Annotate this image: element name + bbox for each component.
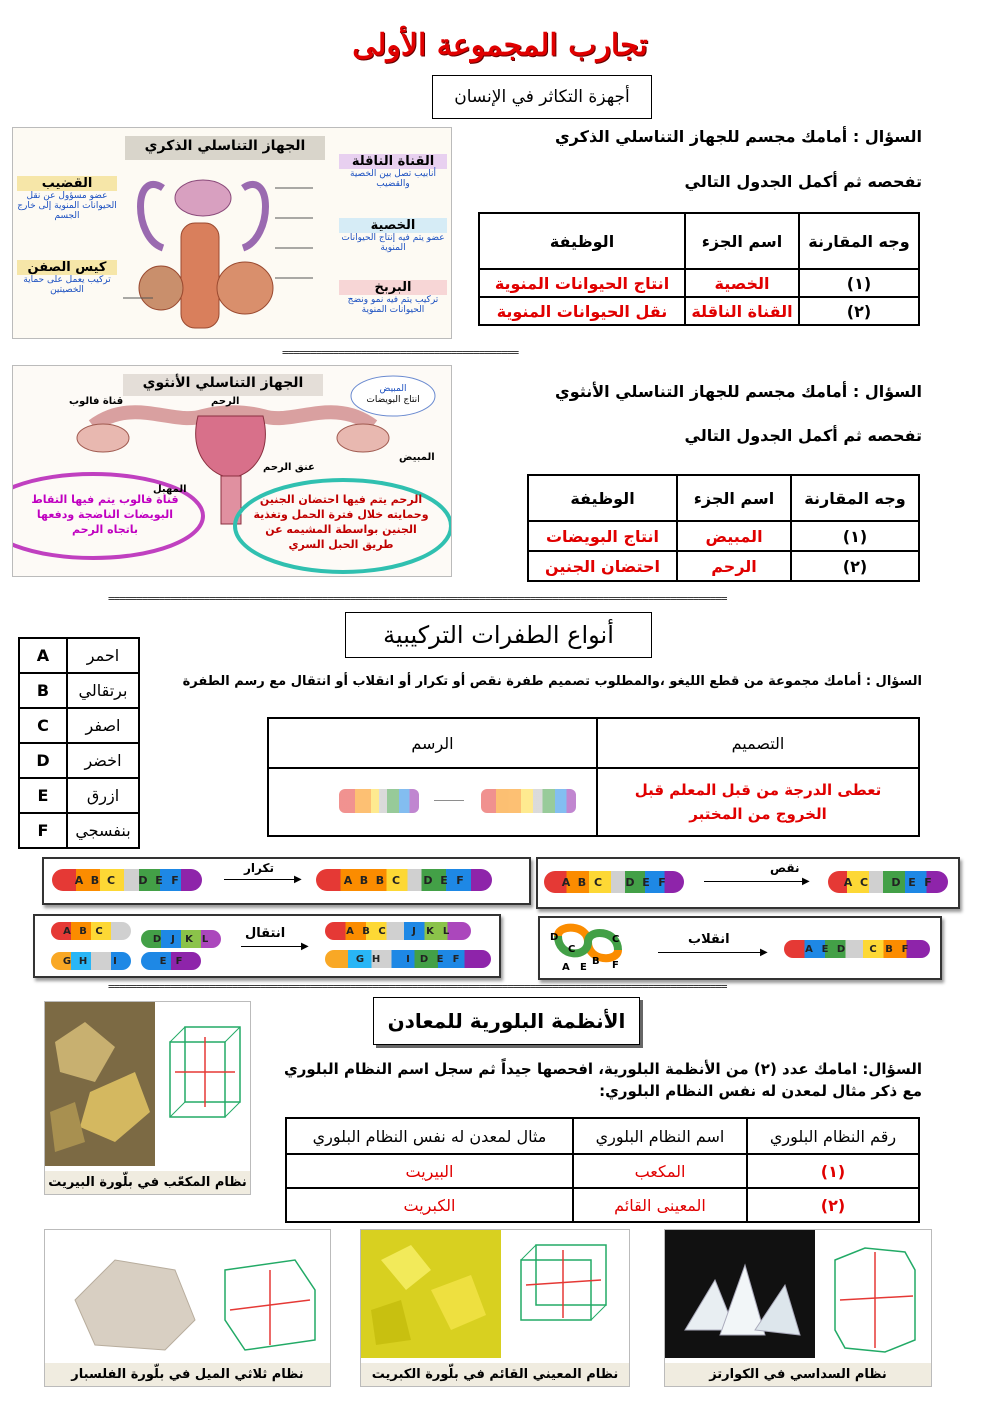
drawing-cell [268,768,597,836]
arrow [224,879,296,880]
female-label-fallopian: قناة فالوب [69,396,124,407]
translocation-label: انتقال [245,926,286,941]
mutation-example-translocation [33,914,501,978]
table-cell: نقل الحيوانات المنوية [479,297,685,325]
bead: G H I D E F [325,950,491,968]
crystals-question: السؤال: امامك عدد (٢) من الأنظمة البلورية، افحصها جيداً ثم سجل اسم النظام البلوري مع ذكر مثال لمعدن له نفس النظام البلوري: [283,1060,922,1100]
quartz-image [664,1229,932,1387]
female-label-ovary: المبيض [399,452,435,463]
table-header: وجه المقارنة [791,475,919,521]
arrow [658,952,762,953]
table-cell: المكعب [573,1154,747,1188]
key-letter: D [19,743,67,778]
female-question: السؤال : أمامك مجسم للجهاز التناسلي الأنثوي [555,382,922,401]
table-header: التصميم [597,718,919,768]
bead: G H I [51,952,131,970]
male-label-testis: الخصية عضو يتم فيه إنتاج الحيوانات المنوية [339,218,447,253]
bead: A B C [51,922,131,940]
male-question: السؤال : أمامك مجسم للجهاز التناسلي الذكري [555,127,922,146]
table-header: رقم النظام البلوري [747,1118,919,1154]
mutation-example-repeat [42,857,531,905]
male-instruction: تفحصه ثم أكمل الجدول التالي [684,172,922,191]
table-cell: انتاج الحيوانات المنوية [479,269,685,297]
sulfur-image [360,1229,630,1387]
pyrite-image [44,1001,251,1195]
male-label-scrotum: كيس الصفن تركيب يعمل على حماية الخصيتين [17,260,117,295]
key-letter: A [19,638,67,673]
male-table [478,212,920,326]
female-label-uterus: الرحم [211,396,240,407]
design-cell: تعطى الدرجة من قبل المعلم قبل الخروج من المختبر [597,768,919,836]
color-key-table [18,637,140,849]
female-bubble-fallopian: قناة فالوب يتم فيها التقاط البويضات الناضجة ودفعها باتجاه الرحم [31,493,179,536]
male-label-vas: القناة الناقلة أنابيب تصل بين الخصية والقضيب [339,154,447,189]
table-cell: (٢) [799,297,919,325]
mutation-design-table [267,717,920,837]
faded-mutation-drawing [269,772,596,832]
bead: A B C D E F [52,869,202,891]
page-title: تجارب المجموعة الأولى [352,28,648,63]
table-cell: الخصية [685,269,799,297]
bead: A B C J K L [325,922,471,940]
separator: ============================================================================================================== [108,592,727,605]
feldspar-caption: نظام ثلاثي الميل في بلّورة الفلسبار [45,1363,330,1386]
female-ovary-callout: المبيض انتاج البويضات [366,384,420,405]
table-cell: (١) [747,1154,919,1188]
key-color-name: اخضر [67,743,139,778]
crystals-table [285,1117,920,1223]
bead: A B C D E F [544,871,684,893]
male-diagram [12,127,452,339]
table-cell: احتضان الجنين [528,551,677,581]
table-header: الوظيفة [528,475,677,521]
table-cell: المعينى القائم [573,1188,747,1222]
question-text: أمامك مجموعة من قطع الليغو ،والمطلوب تصميم طفرة نقص أو تكرار أو انقلاب أو انتقال مع رسم الطفرة [182,674,862,689]
key-letter: F [19,813,67,848]
bead: A B B C D E F [316,869,492,891]
key-color-name: ازرق [67,778,139,813]
strip-after [325,922,495,972]
bead: D J K L [141,930,221,948]
female-label-cervix: عنق الرحم [263,462,315,473]
table-header: مثال لمعدن له نفس النظام البلوري [286,1118,573,1154]
bead: A E D C B F [784,940,930,958]
key-letter: B [19,673,67,708]
feldspar-image [44,1229,331,1387]
table-header: الرسم [268,718,597,768]
pyrite-caption: نظام المكعّب في بلّورة البيريت [45,1171,250,1194]
strip-before [51,922,221,972]
bead: E F [141,952,201,970]
arrow-head-icon: ▶ [802,876,810,887]
arrow [241,946,303,947]
female-bubble-uterus: الرحم يتم فيها احتضان الجنين وحمايته خلال فترة الحمل وتغذية الجنين بواسطة المشيمه عن طريق الحبل السري [253,493,429,551]
arrow [704,881,804,882]
strip-before: D C B A E F C [548,922,628,974]
separator: ============================================================================================================== [108,980,727,993]
male-label-epididymis: البربخ تركيب يتم فيه نمو ونضج الحيوانات المنوية [339,280,447,315]
table-header: الوظيفة [479,213,685,269]
table-cell: (١) [799,269,919,297]
bead: A C D E F [828,871,948,893]
crystals-heading: الأنظمة البلورية للمعادن [387,1009,626,1033]
inversion-label: انقلاب [688,932,730,947]
table-cell: (١) [791,521,919,551]
mutation-example-deletion [536,857,960,909]
mutations-heading: أنواع الطفرات التركيبية [383,621,614,649]
page-subtitle-box [432,75,652,119]
mutations-heading-box [345,612,652,658]
mutation-example-inversion [538,916,942,980]
key-letter: E [19,778,67,813]
female-instruction: تفحصه ثم أكمل الجدول التالي [684,426,922,445]
table-cell: البيريت [286,1154,573,1188]
table-cell: انتاج البويضات [528,521,677,551]
female-label-vagina: المهبل [153,484,187,495]
arrow-head-icon: ▶ [294,874,302,885]
key-color-name: بنفسجي [67,813,139,848]
female-diagram-title: الجهاز التناسلي الأنثوي [142,375,304,391]
table-header: اسم الجزء [677,475,791,521]
male-label-penis: القضيب عضو مسؤول عن نقل الحيوانات المنوية إلى خارج الجسم [17,176,117,221]
key-letter: C [19,708,67,743]
separator: ========================================== [282,346,519,359]
key-color-name: احمر [67,638,139,673]
female-diagram [12,365,452,577]
table-cell: الرحم [677,551,791,581]
deletion-label: نقص [770,861,800,875]
male-diagram-title: الجهاز التناسلي الذكري [144,138,306,154]
table-header: اسم الجزء [685,213,799,269]
sulfur-caption: نظام المعيني القائم في بلّورة الكبريت [361,1363,629,1386]
crystals-heading-box [373,997,640,1045]
arrow-head-icon: ▶ [760,947,768,958]
table-cell: القناة الناقلة [685,297,799,325]
table-cell: المبيض [677,521,791,551]
table-cell: (٢) [791,551,919,581]
question-label: السؤال : [865,674,922,689]
repeat-label: تكرار [244,861,274,875]
table-cell: الكبريت [286,1188,573,1222]
arrow-head-icon: ▶ [301,941,309,952]
page-subtitle: أجهزة التكاثر في الإنسان [454,87,630,107]
quartz-caption: نظام السداسي في الكوارتز [665,1363,931,1386]
mutations-question [160,674,922,689]
table-header: وجه المقارنة [799,213,919,269]
table-cell: (٢) [747,1188,919,1222]
table-header: اسم النظام البلوري [573,1118,747,1154]
female-table [527,474,920,582]
key-color-name: اصفر [67,708,139,743]
key-color-name: برتقالي [67,673,139,708]
